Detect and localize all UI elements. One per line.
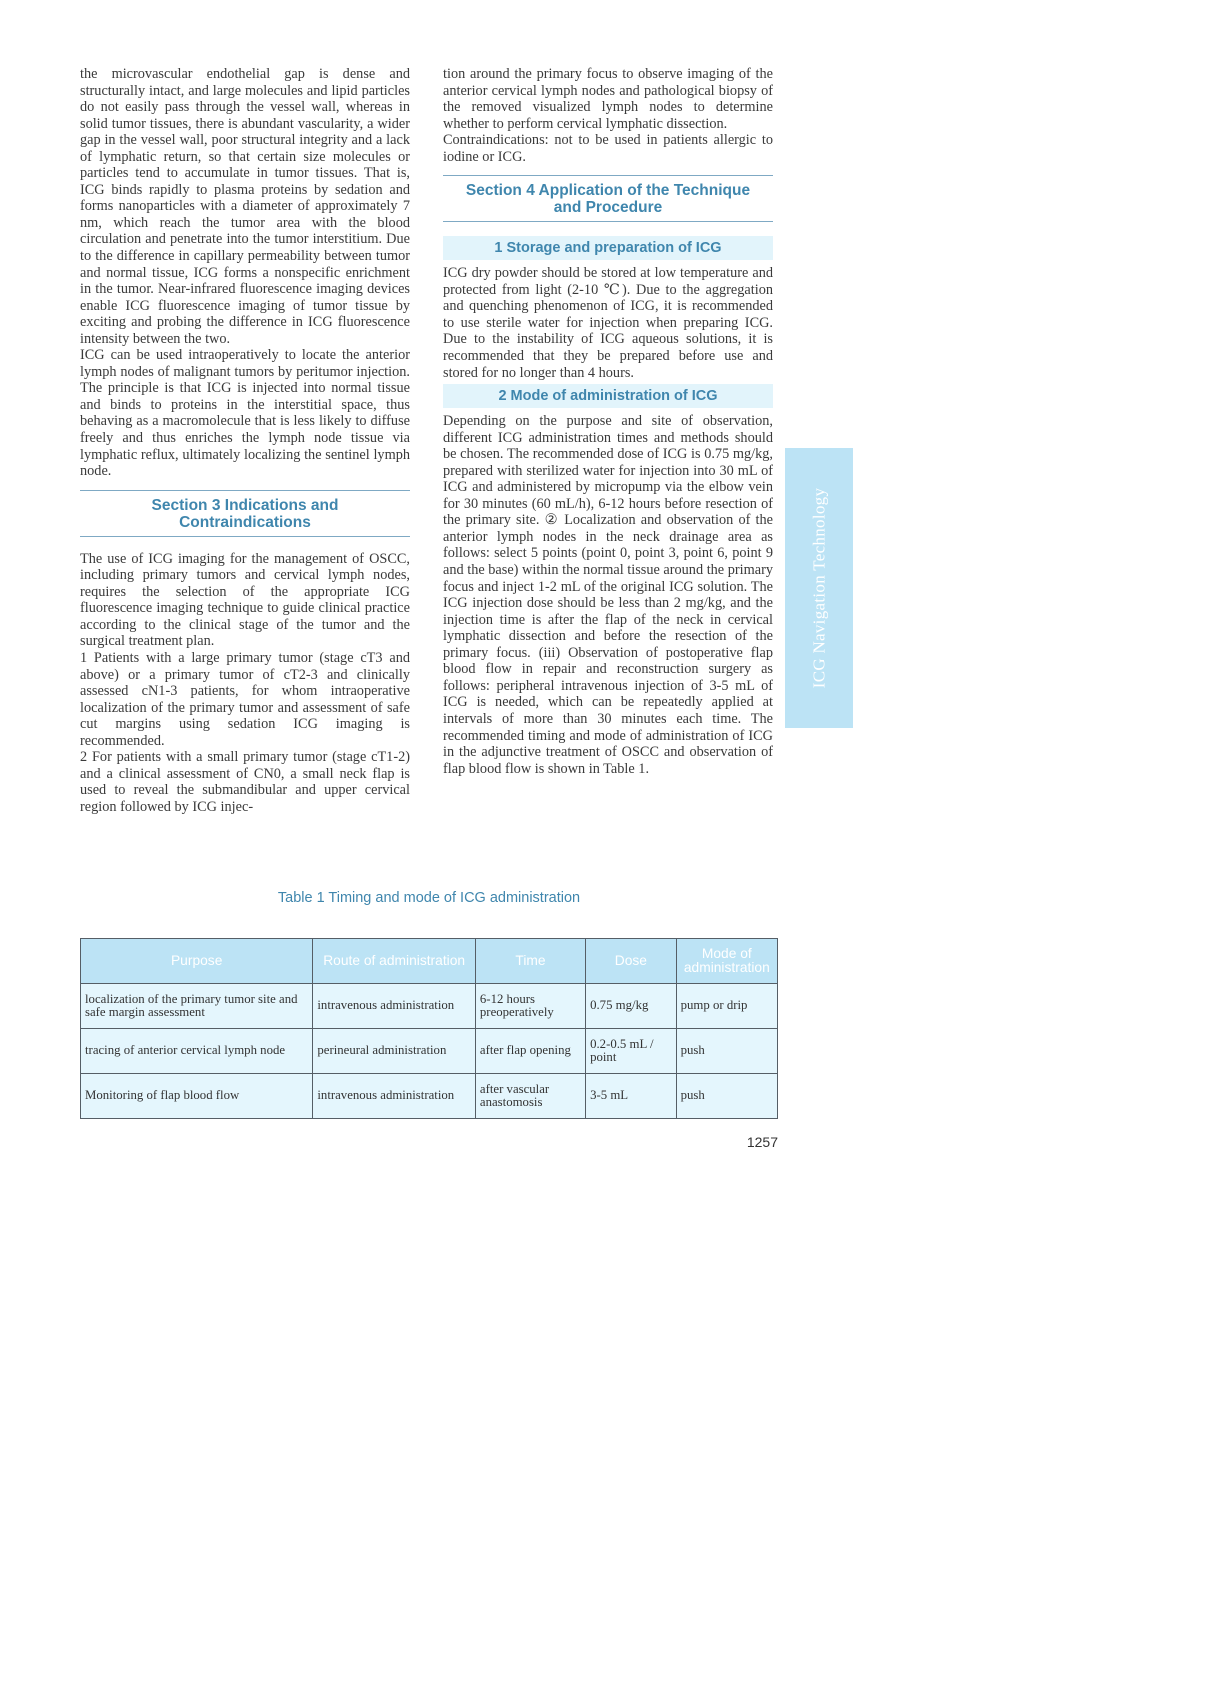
table-header-row — [81, 939, 778, 984]
body-paragraph: the microvascular endothelial gap is dense and structurally intact, and large molecules and lipid particles do not easily pass through the vessel wall, whereas in solid tumor tissues, there is abundant vascularity, a wider gap in the vessel wall, poor structural integrity and a lack of lymphatic return, so that certain size molecules or particles tend to accumulate in tumor tissues. That is, ICG binds rapidly to plasma proteins by sedation and forms nanoparticles with a diameter of approximately 7 nm, which reach the tumor area with the blood circulation and penetrate into the tumor interstitium. Due to the difference in capillary permeability between tumor and normal tissue, ICG forms a nonspecific enrichment in the tumor. Near-infrared fluorescence imaging devices enable ICG fluorescence imaging of tumor tissue by exciting and probing the difference in ICG fluorescence intensity between the two. — [80, 66, 410, 347]
left-column — [80, 66, 410, 815]
cell-purpose: Monitoring of flap blood flow — [81, 1074, 313, 1119]
cell-dose: 0.75 mg/kg — [586, 984, 677, 1029]
table-caption: Table 1 Timing and mode of ICG administration — [277, 890, 581, 906]
section-4-heading-line1: Section 4 Application of the Technique — [465, 182, 751, 200]
cell-mode: push — [676, 1074, 777, 1119]
body-paragraph: 1 Patients with a large primary tumor (stage cT3 and above) or a primary tumor of cT2-3 and clinically assessed cN1-3 patients, for whom intraoperative localization of the primary tumor and assessment of safe cut margins using sedation ICG imaging is recommended. — [80, 649, 410, 749]
section-4-heading-line2: and Procedure — [553, 199, 663, 217]
icg-administration-table — [80, 938, 778, 1119]
side-tab-label: ICG Navigation Technology — [809, 487, 828, 689]
section-3-heading-line2: Contraindications — [179, 513, 311, 531]
body-paragraph: ICG dry powder should be stored at low temperature and protected from light (2-10 ℃). Due to the aggregation and quenching phenomenon of ICG, it is recommended to use sterile water for injection when preparing ICG. Due to the instability of ICG aqueous solutions, it is recommended that they be prepared before use and stored for no longer than 4 hours. — [443, 265, 773, 381]
table-row — [81, 1074, 778, 1119]
cell-dose: 3-5 mL — [586, 1074, 677, 1119]
subsection-storage-heading: 1 Storage and preparation of ICG — [443, 236, 773, 260]
section-4-heading — [443, 175, 773, 222]
subsection-administration-heading: 2 Mode of administration of ICG — [443, 384, 773, 408]
cell-dose: 0.2-0.5 mL / point — [586, 1029, 677, 1074]
cell-purpose: tracing of anterior cervical lymph node — [81, 1029, 313, 1074]
body-paragraph: 2 For patients with a small primary tumor (stage cT1-2) and a clinical assessment of CN0, a small neck flap is used to reveal the submandibular and upper cervical region followed by ICG injec- — [80, 749, 410, 815]
table-row — [81, 1029, 778, 1074]
cell-mode: push — [676, 1029, 777, 1074]
cell-route: intravenous administration — [313, 984, 476, 1029]
cell-route: intravenous administration — [313, 1074, 476, 1119]
cell-route: perineural administration — [313, 1029, 476, 1074]
cell-mode: pump or drip — [676, 984, 777, 1029]
header-dose: Dose — [586, 939, 677, 984]
body-paragraph: The use of ICG imaging for the management of OSCC, including primary tumors and cervical lymph nodes, requires the selection of the appropriate ICG fluorescence imaging technique to guide clinical practice according to the clinical stage of the tumor and the surgical treatment plan. — [80, 550, 410, 650]
side-tab — [785, 448, 853, 728]
body-paragraph: tion around the primary focus to observe imaging of the anterior cervical lymph nodes and pathological biopsy of the removed visualized lymph nodes to determine whether to perform cervical lymphatic dissection. — [443, 66, 773, 132]
cell-time: after vascular anastomosis — [475, 1074, 585, 1119]
header-purpose: Purpose — [81, 939, 313, 984]
header-route: Route of administration — [313, 939, 476, 984]
right-column — [443, 66, 773, 777]
cell-time: after flap opening — [475, 1029, 585, 1074]
body-paragraph: ICG can be used intraoperatively to locate the anterior lymph nodes of malignant tumors by peritumor injection. The principle is that ICG is injected into normal tissue and binds to proteins in the interstitial space, thus behaving as a macromolecule that is less likely to diffuse freely and thus enriches the lymph node tissue via lymphatic reflux, ultimately localizing the sentinel lymph node. — [80, 347, 410, 480]
cell-purpose: localization of the primary tumor site and safe margin assessment — [81, 984, 313, 1029]
header-mode: Mode of administration — [676, 939, 777, 984]
section-3-heading — [80, 490, 410, 537]
page-number: 1257 — [746, 1134, 778, 1150]
body-paragraph: Depending on the purpose and site of observation, different ICG administration times and methods should be chosen. The recommended dose of ICG is 0.75 mg/kg, prepared with sterilized water for injection into 30 mL of ICG and administered by micropump via the elbow vein for 30 minutes (60 mL/h), 6-12 hours before resection of the primary site. ② Localization and observation of the anterior lymph nodes in the neck drainage area as follows: select 5 points (point 0, point 3, point 6, point 9 and the base) within the normal tissue around the primary focus and inject 1-2 mL of the original ICG solution. The ICG injection dose should be less than 2 mg/kg, and the injection time is after the flap of the neck in cervical lymphatic dissection and before the resection of the primary focus. (iii) Observation of postoperative flap blood flow in repair and reconstruction surgery as follows: peripheral intravenous injection of 3-5 mL of ICG is needed, which can be repeatedly applied at intervals of more than 30 minutes each time. The recommended timing and mode of administration of ICG in the adjunctive treatment of OSCC and observation of flap blood flow is shown in Table 1. — [443, 413, 773, 777]
table-row — [81, 984, 778, 1029]
body-paragraph: Contraindications: not to be used in patients allergic to iodine or ICG. — [443, 132, 773, 165]
cell-time: 6-12 hours preoperatively — [475, 984, 585, 1029]
section-3-heading-line1: Section 3 Indications and — [151, 496, 339, 514]
header-time: Time — [475, 939, 585, 984]
